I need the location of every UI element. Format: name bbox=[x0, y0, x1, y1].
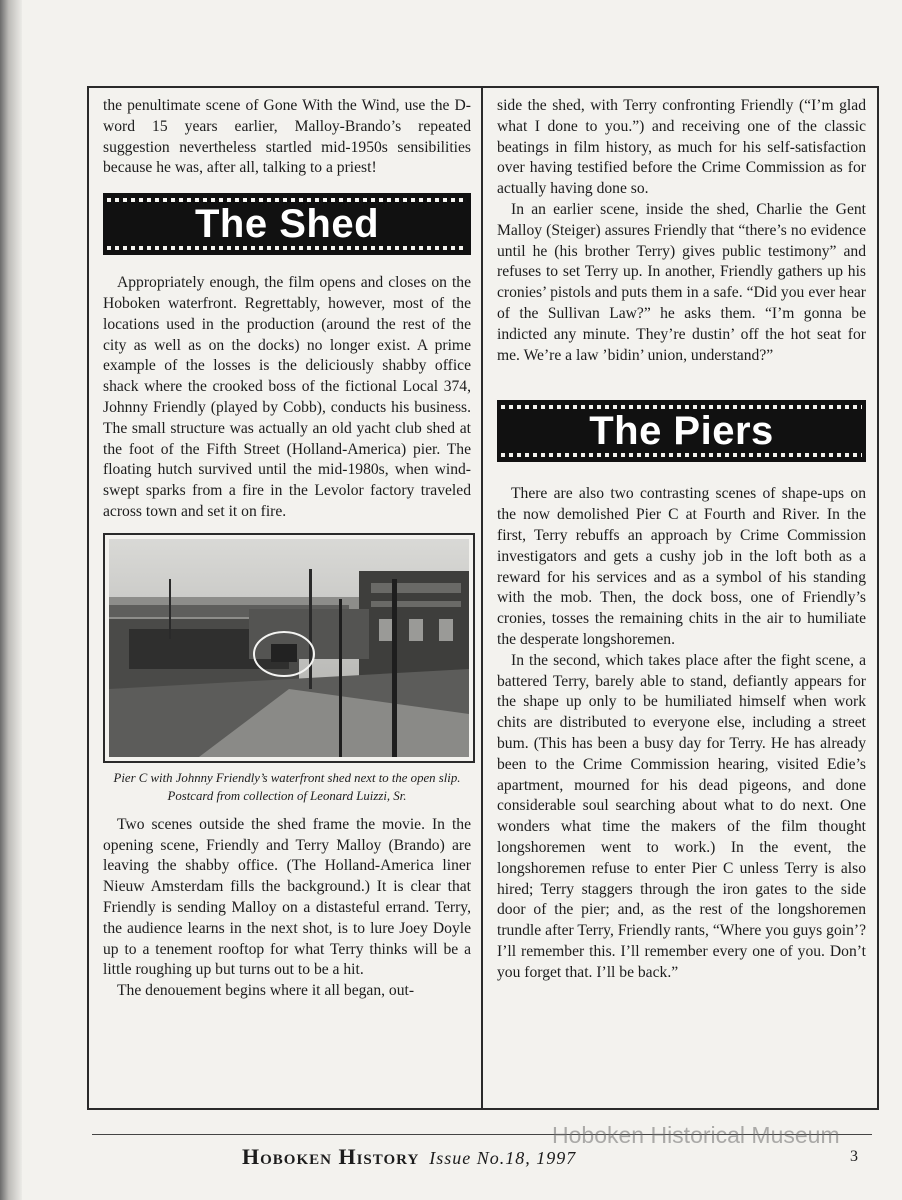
piers-paragraph-2: In the second, which takes place after the fight scene, a battered Terry, barely able to stand, defiantly appears for the shape up only to be humiliated himself when work chits are distributed to everyone else, including a street bum. (This has been a busy day for Terry. He has already been to the Crime Commission hearing, visited Edie’s apartment, mourned for his dead pigeons, and done considerable soul searching about what to do next. One wonders what time the makers of the film thought longshoremen went to work.) In the event, the longshoremen refuse to enter Pier C unless Terry is also hired; Terry staggers through the iron gates to the side door of the pier; and, as the rest of the longshoremen trundle after Terry, Friendly rants, “Where you guys goin’? I’ll remember this. I’ll remember every one of you. Don’t you forget that. I’ll be back.” bbox=[497, 651, 866, 981]
continued-paragraph: side the shed, with Terry confronting Friendly (“I’m glad what I done to you.”) and receiving one of the classic beatings in film history, as much for his self-satisfaction over having testified before the Crime Commission as for actually having done so. bbox=[497, 97, 866, 198]
shed-paragraph-2: Two scenes outside the shed frame the movie. In the opening scene, Friendly and Terry Malloy (Brando) are leaving the shabby office. (The Holland-America liner Nieuw Amsterdam fills the background.) It is clear that Friendly is sending Malloy on a distasteful errand. Terry, the audience learns in the next shot, is to lure Joey Doyle up to a tenement rooftop for what Terry thinks will be a little roughing up but turns out to be a hit. bbox=[103, 815, 471, 979]
issue-info: Issue No.18, 1997 bbox=[429, 1148, 577, 1168]
museum-watermark: Hoboken Historical Museum bbox=[552, 1122, 840, 1148]
footer bbox=[242, 1144, 576, 1170]
left-column bbox=[103, 96, 471, 1002]
intro-paragraph: the penultimate scene of Gone With the Wind, use the D-word 15 years earlier, Malloy-Brando’s repeated suggestion nevertheless startled mid-1950s sensibilities because he was, after all, talking to a priest! bbox=[103, 97, 471, 177]
pier-c-photo bbox=[103, 533, 475, 763]
section-heading-text: The Piers bbox=[589, 408, 774, 453]
section-heading-shed bbox=[103, 193, 471, 255]
column-divider bbox=[481, 86, 483, 1110]
piers-paragraph-1: There are also two contrasting scenes of shape-ups on the now demolished Pier C at Fourth and River. In the first, Terry rebuffs an approach by Crime Commission investigators and gets a cushy job in the loft both as a reward for his services and as a symbol of his standing with the mob. Then, the dock boss, one of Friendly’s cronies, tosses the remaining chits in the air to humiliate the desperate longshoremen. bbox=[497, 485, 866, 648]
shed-paragraph-3: The denouement begins where it all began, out- bbox=[117, 982, 415, 1000]
section-heading-piers bbox=[497, 400, 866, 462]
waterfront-photo-image bbox=[109, 539, 469, 757]
page-binding-edge bbox=[0, 0, 22, 1200]
photo-caption: Pier C with Johnny Friendly’s waterfront shed next to the open slip. Postcard from collection of Leonard Luizzi, Sr. bbox=[113, 770, 461, 803]
right-column bbox=[497, 96, 866, 983]
section-heading-text: The Shed bbox=[194, 201, 380, 246]
shed-paragraph-4: In an earlier scene, inside the shed, Charlie the Gent Malloy (Steiger) assures Friendly that “there’s no evidence until he (his brother Terry) gives public testimony” and refuses to set Terry up. In another, Friendly gathers up his cronies’ pistols and puts them in a safe. “Did you ever hear of the Sullivan Law?” he asks them. “I’m gonna be indicted any minute. They’re dustin’ off the hot seat for me. We’re a law ’bidin’ union, understand?” bbox=[497, 200, 866, 364]
page-number: 3 bbox=[850, 1148, 858, 1165]
publication-name: Hoboken History bbox=[242, 1144, 420, 1169]
shed-paragraph-1: Appropriately enough, the film opens and closes on the Hoboken waterfront. Regrettably, however, most of the locations used in the production (around the rest of the city as well as on the docks) no longer exist. A prime example of the losses is the deliciously shabby office shack where the crooked boss of the fictional Local 374, Johnny Friendly (played by Cobb), conducts his business. The small structure was actually an old yacht club shed at the foot of the Fifth Street (Holland-America) pier. The floating hutch survived until the mid-1980s, when wind-swept sparks from a fire in the Levolor factory traveled across town and set it on fire. bbox=[103, 274, 471, 520]
